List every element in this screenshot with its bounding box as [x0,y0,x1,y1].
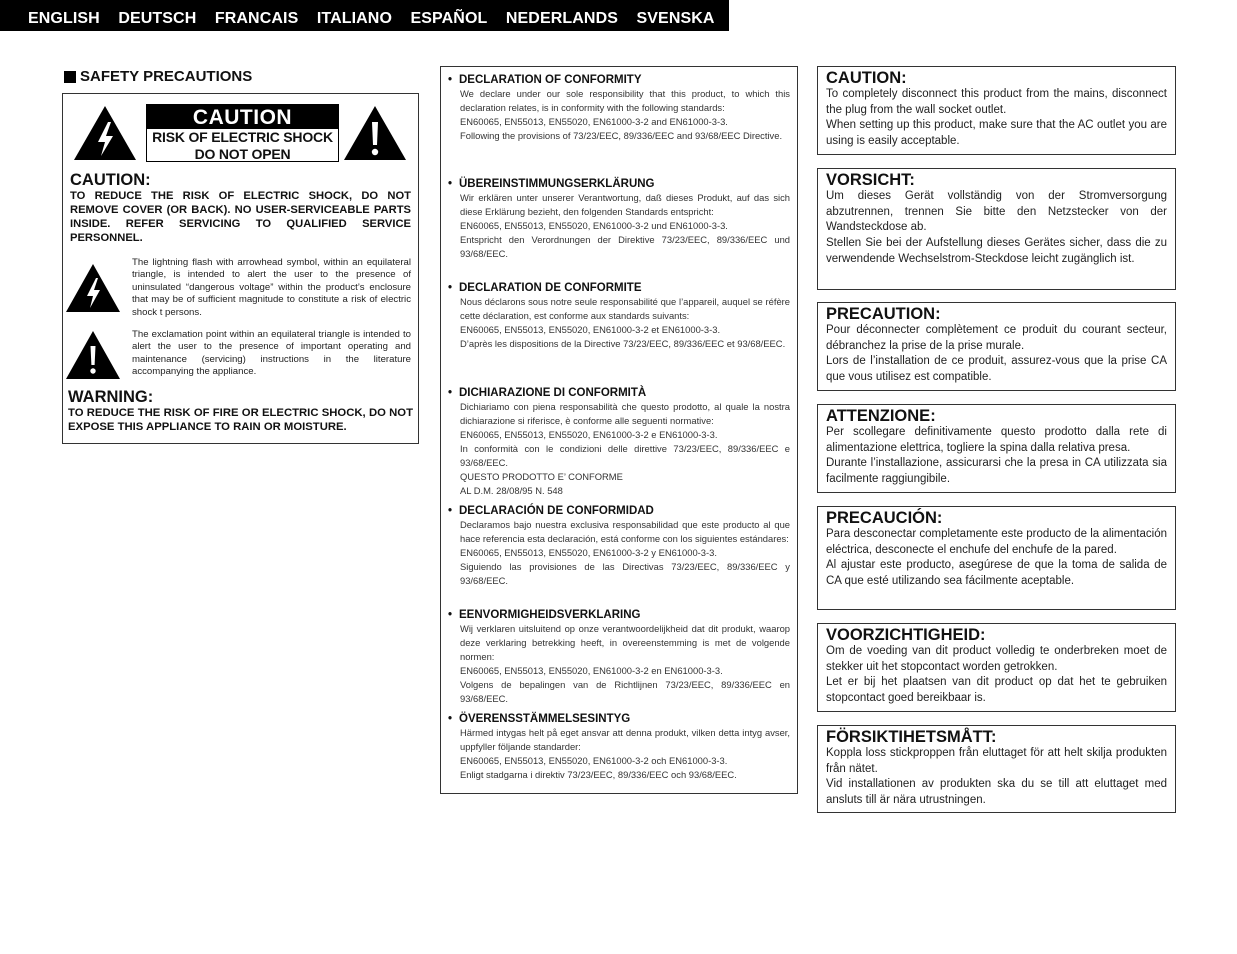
caution-box-francais [817,302,1176,391]
warning-heading: WARNING: [68,388,154,406]
declaration-directive: Siguiendo las provisiones de las Directivas 73/23/EEC, 89/336/EEC y 93/68/EEC. [460,561,790,586]
caution-label-line1: RISK OF ELECTRIC SHOCK [152,129,333,145]
caution-box-paragraph: Durante l’installazione, assicurarsi che la presa in CA utilizzata sia facilmente raggiungibile. [826,457,1167,486]
caution-box-nederlands [817,623,1176,712]
caution-label-head: CAUTION [147,105,338,129]
tab-nederlands[interactable]: NEDERLANDS [505,10,618,27]
caution-box-paragraph: Al ajustar este producto, asegúrese de que la toma de salida de CA que esté utilizando sea fácilmente aceptable. [826,559,1167,588]
declarations-box [440,66,798,794]
declaration-directive: Enligt stadgarna i direktiv 73/23/EEC, 89/336/EEC och 93/68/EEC. [460,769,737,780]
caution-label [146,104,339,162]
caution-box-english [817,66,1176,155]
declaration-directive: Entspricht den Verordnungen der Direktive 73/23/EEC, 89/336/EEC und 93/68/EEC. [460,234,790,259]
caution-box-heading: VOORZICHTIGHEID: [826,626,986,644]
caution-box-paragraph: Um dieses Gerät vollständig von der Stromversorgung abzutrennen, trennen Sie bitte den Netzstecker von der Wandsteckdose ab. [826,190,1167,234]
declaration-directive: In conformità con le condizioni delle direttive 73/23/EEC, 89/336/EEC e 93/68/EEC. [460,443,790,468]
caution-box-paragraph: Para desconectar completamente este producto de la alimentación eléctrica, desconecte el enchufe del enchufe de la pared. [826,528,1167,556]
tab-deutsch[interactable]: DEUTSCH [118,10,197,27]
declaration-text: Wir erklären unter unserer Verantwortung, daß dieses Produkt, auf das sich diese Erklärung bezieht, den folgenden Standards entspricht: [460,192,790,217]
caution-box-italiano [817,404,1176,493]
lightning-triangle-icon [72,104,138,162]
caution-box-paragraph: Koppla loss stickproppen från eluttaget för att helt skilja produkten från nätet. [826,747,1167,775]
declaration-heading: DECLARATION OF CONFORMITY [459,74,642,86]
declaration-heading: DECLARATION DE CONFORMITE [459,282,642,294]
language-tab-bar [0,0,729,31]
tab-francais[interactable]: FRANCAIS [214,10,299,27]
declaration-note: QUESTO PRODOTTO E’ CONFORME [460,471,623,482]
tab-italiano[interactable]: ITALIANO [316,10,393,27]
declaration-nederlands: • EENVORMIGHEIDSVERKLARING Wij verklaren uitsluitend op onze verantwoordelijkheid dat dit produkt, waarop deze verklaring betrekking heeft, in overeenstemming is met de volgende normen: EN60065, EN55013, EN55020, EN61000-3-2 en EN61000-3-3. Volgens de bepalingen van de Richtlijnen 73/23/EEC, 89/336/EEC en 93/68/EEC. [448,609,790,704]
declaration-directive: D’après les dispositions de la Directive 73/23/EEC, 89/336/EEC et 93/68/EEC. [460,338,786,349]
caution-box-paragraph: Per scollegare definitivamente questo prodotto dalla rete di alimentazione elettrica, togliere la spina dalla relativa presa. [826,426,1167,454]
declaration-text: Dichiariamo con piena responsabilità che questo prodotto, al quale la nostra dichiarazione si riferisce, è conforme alle seguenti normative: [460,401,790,426]
declaration-italiano: • DICHIARAZIONE DI CONFORMITÀ Dichiariamo con piena responsabilità che questo prodotto, al quale la nostra dichiarazione si riferisce, è conforme alle seguenti normative: EN60065, EN55013, EN55020, EN61000-3-2 e EN61000-3-3. In conformità con le condizioni delle direttive 73/23/EEC, 89/336/EEC e 93/68/EEC. QUESTO PRODOTTO E’ CONFORME AL D.M. 28/08/95 N. 548 [448,387,790,496]
declaration-heading: EENVORMIGHEIDSVERKLARING [459,609,641,621]
safety-precautions-title [64,68,252,85]
caution-heading: CAUTION: [70,171,151,189]
declaration-directive: Following the provisions of 73/23/EEC, 89/336/EEC and 93/68/EEC Directive. [460,130,783,141]
declaration-standards: EN60065, EN55013, EN55020, EN61000-3-2 et EN61000-3-3. [460,324,721,335]
tab-english[interactable]: ENGLISH [28,10,100,27]
declaration-text: We declare under our sole responsibility that this product, to which this declaration relates, is in conformity with the following standards: [460,88,790,113]
declaration-francais: • DECLARATION DE CONFORMITE Nous déclarons sous notre seule responsabilité que l’appareil, auquel se réfère cette déclaration, est conforme aux standards suivants: EN60065, EN55013, EN55020, EN61000-3-2 et EN61000-3-3. D’après les dispositions de la Directive 73/23/EEC, 89/336/EEC et 93/68/EEC. [448,282,790,349]
safety-precautions-box [62,93,419,444]
declaration-deutsch: • ÜBEREINSTIMMUNGSERKLÄRUNG Wir erklären unter unserer Verantwortung, daß dieses Produkt, auf das sich diese Erklärung bezieht, den folgenden Standards entspricht: EN60065, EN55013, EN55020, EN61000-3-2 und EN61000-3-3. Entspricht den Verordnungen der Direktive 73/23/EEC, 89/336/EEC und 93/68/EEC. [448,178,790,259]
caution-box-heading: FÖRSIKTIHETSMÅTT: [826,728,997,746]
exclamation-symbol-text: The exclamation point within an equilateral triangle is intended to alert the user to the presence of important operating and maintenance (servicing) instructions in the literature accompanying the appliance. [132,329,411,378]
declaration-directive: Volgens de bepalingen van de Richtlijnen 73/23/EEC, 89/336/EEC en 93/68/EEC. [460,679,790,704]
declaration-text: Nous déclarons sous notre seule responsabilité que l’appareil, auquel se réfère cette déclaration, est conforme aux standards suivants: [460,296,790,321]
lightning-symbol-text: The lightning flash with arrowhead symbol, within an equilateral triangle, is intended to alert the user to the presence of uninsulated “dangerous voltage” within the product’s enclosure that may be of sufficient magnitude to constitute a risk of electric shock t persons. [132,257,411,318]
declaration-text: Declaramos bajo nuestra exclusiva responsabilidad que este producto al que hace referencia esta declaración, está conforme con los siguientes estándares: [460,519,790,544]
declaration-standards: EN60065, EN55013, EN55020, EN61000-3-2 e EN61000-3-3. [460,429,718,440]
caution-box-heading: VORSICHT: [826,171,915,189]
safety-precautions-label: SAFETY PRECAUTIONS [80,68,253,85]
declaration-note: AL D.M. 28/08/95 N. 548 [460,485,563,496]
caution-box-svenska [817,725,1176,813]
declaration-standards: EN60065, EN55013, EN55020, EN61000-3-2 and EN61000-3-3. [460,116,728,127]
caution-box-paragraph: Let er bij het plaatsen van dit product op dat het te gebruiken stopcontact goed bereikbaar is. [826,676,1167,705]
declaration-svenska: • ÖVERENSSTÄMMELSESINTYG Härmed intygas helt på eget ansvar att denna produkt, vilken detta intyg avser, uppfyller följande standarder: EN60065, EN55013, EN55020, EN61000-3-2 och EN61000-3-3. Enligt stadgarna i direktiv 73/23/EEC, 89/336/EEC och 93/68/EEC. [448,713,790,780]
lightning-symbol-icon [65,263,121,313]
caution-box-heading: ATTENZIONE: [826,407,936,425]
caution-box-paragraph: Vid installationen av produkten ska du se till att eluttaget med ansluts till är nära utrustningen. [826,778,1167,807]
declaration-english: • DECLARATION OF CONFORMITY We declare under our sole responsibility that this product, to which this declaration relates, is in conformity with the following standards: EN60065, EN55013, EN55020, EN61000-3-2 and EN61000-3-3. Following the provisions of 73/23/EEC, 89/336/EEC and 93/68/EEC Directive. [448,74,790,141]
tab-espanol[interactable]: ESPAÑOL [410,10,488,27]
caution-box-paragraph: To completely disconnect this product from the mains, disconnect the plug from the wall socket outlet. [826,88,1167,116]
declaration-heading: ÜBEREINSTIMMUNGSERKLÄRUNG [459,178,655,190]
exclamation-symbol-icon [65,330,121,380]
caution-box-heading: PRECAUCIÓN: [826,509,943,527]
declaration-standards: EN60065, EN55013, EN55020, EN61000-3-2 und EN61000-3-3. [460,220,728,231]
exclamation-triangle-icon [342,104,408,162]
declaration-standards: EN60065, EN55013, EN55020, EN61000-3-2 en EN61000-3-3. [460,665,723,676]
declaration-espanol: • DECLARACIÓN DE CONFORMIDAD Declaramos bajo nuestra exclusiva responsabilidad que este producto al que hace referencia esta declaración, está conforme con los siguientes estándares: EN60065, EN55013, EN55020, EN61000-3-2 y EN61000-3-3. Siguiendo las provisiones de las Directivas 73/23/EEC, 89/336/EEC y 93/68/EEC. [448,505,790,586]
caution-box-paragraph: Lors de l’installation de ce produit, assurez-vous que la prise CA que vous utilisez est compatible. [826,355,1167,384]
caution-box-deutsch [817,168,1176,290]
caution-box-heading: PRECAUTION: [826,305,941,323]
declaration-text: Wij verklaren uitsluitend op onze verantwoordelijkheid dat dit produkt, waarop deze verklaring betrekking heeft, in overeenstemming is met de volgende normen: [460,623,790,662]
caution-text: TO REDUCE THE RISK OF ELECTRIC SHOCK, DO NOT REMOVE COVER (OR BACK). NO USER-SERVICEABLE PARTS INSIDE. REFER SERVICING TO QUALIFIED SERVICE PERSONNEL. [70,190,411,244]
caution-label-line2: DO NOT OPEN [194,146,291,162]
caution-box-heading: CAUTION: [826,69,907,87]
warning-text: TO REDUCE THE RISK OF FIRE OR ELECTRIC SHOCK, DO NOT EXPOSE THIS APPLIANCE TO RAIN OR MOISTURE. [68,407,413,433]
declaration-heading: DECLARACIÓN DE CONFORMIDAD [459,505,654,517]
caution-box-espanol [817,506,1176,610]
declaration-heading: ÖVERENSSTÄMMELSESINTYG [459,713,631,725]
declaration-standards: EN60065, EN55013, EN55020, EN61000-3-2 y EN61000-3-3. [460,547,717,558]
declaration-heading: DICHIARAZIONE DI CONFORMITÀ [459,387,647,399]
caution-box-paragraph: Pour déconnecter complètement ce produit du courant secteur, débranchez la prise de la prise murale. [826,324,1167,352]
caution-box-paragraph: Stellen Sie bei der Aufstellung dieses Gerätes sicher, dass die zu verwendende Wechselstrom-Steckdose leicht zugänglich ist. [826,237,1167,265]
caution-box-paragraph: When setting up this product, make sure that the AC outlet you are using is easily acceptable. [826,119,1167,148]
caution-box-paragraph: Om de voeding van dit product volledig te onderbreken moet de stekker uit het stopcontact worden getrokken. [826,645,1167,673]
tab-svenska[interactable]: SVENSKA [636,10,715,27]
square-bullet-icon [64,71,76,83]
declaration-standards: EN60065, EN55013, EN55020, EN61000-3-2 och EN61000-3-3. [460,755,728,766]
declaration-text: Härmed intygas helt på eget ansvar att denna produkt, vilken detta intyg avser, uppfyller följande standarder: [460,727,790,752]
